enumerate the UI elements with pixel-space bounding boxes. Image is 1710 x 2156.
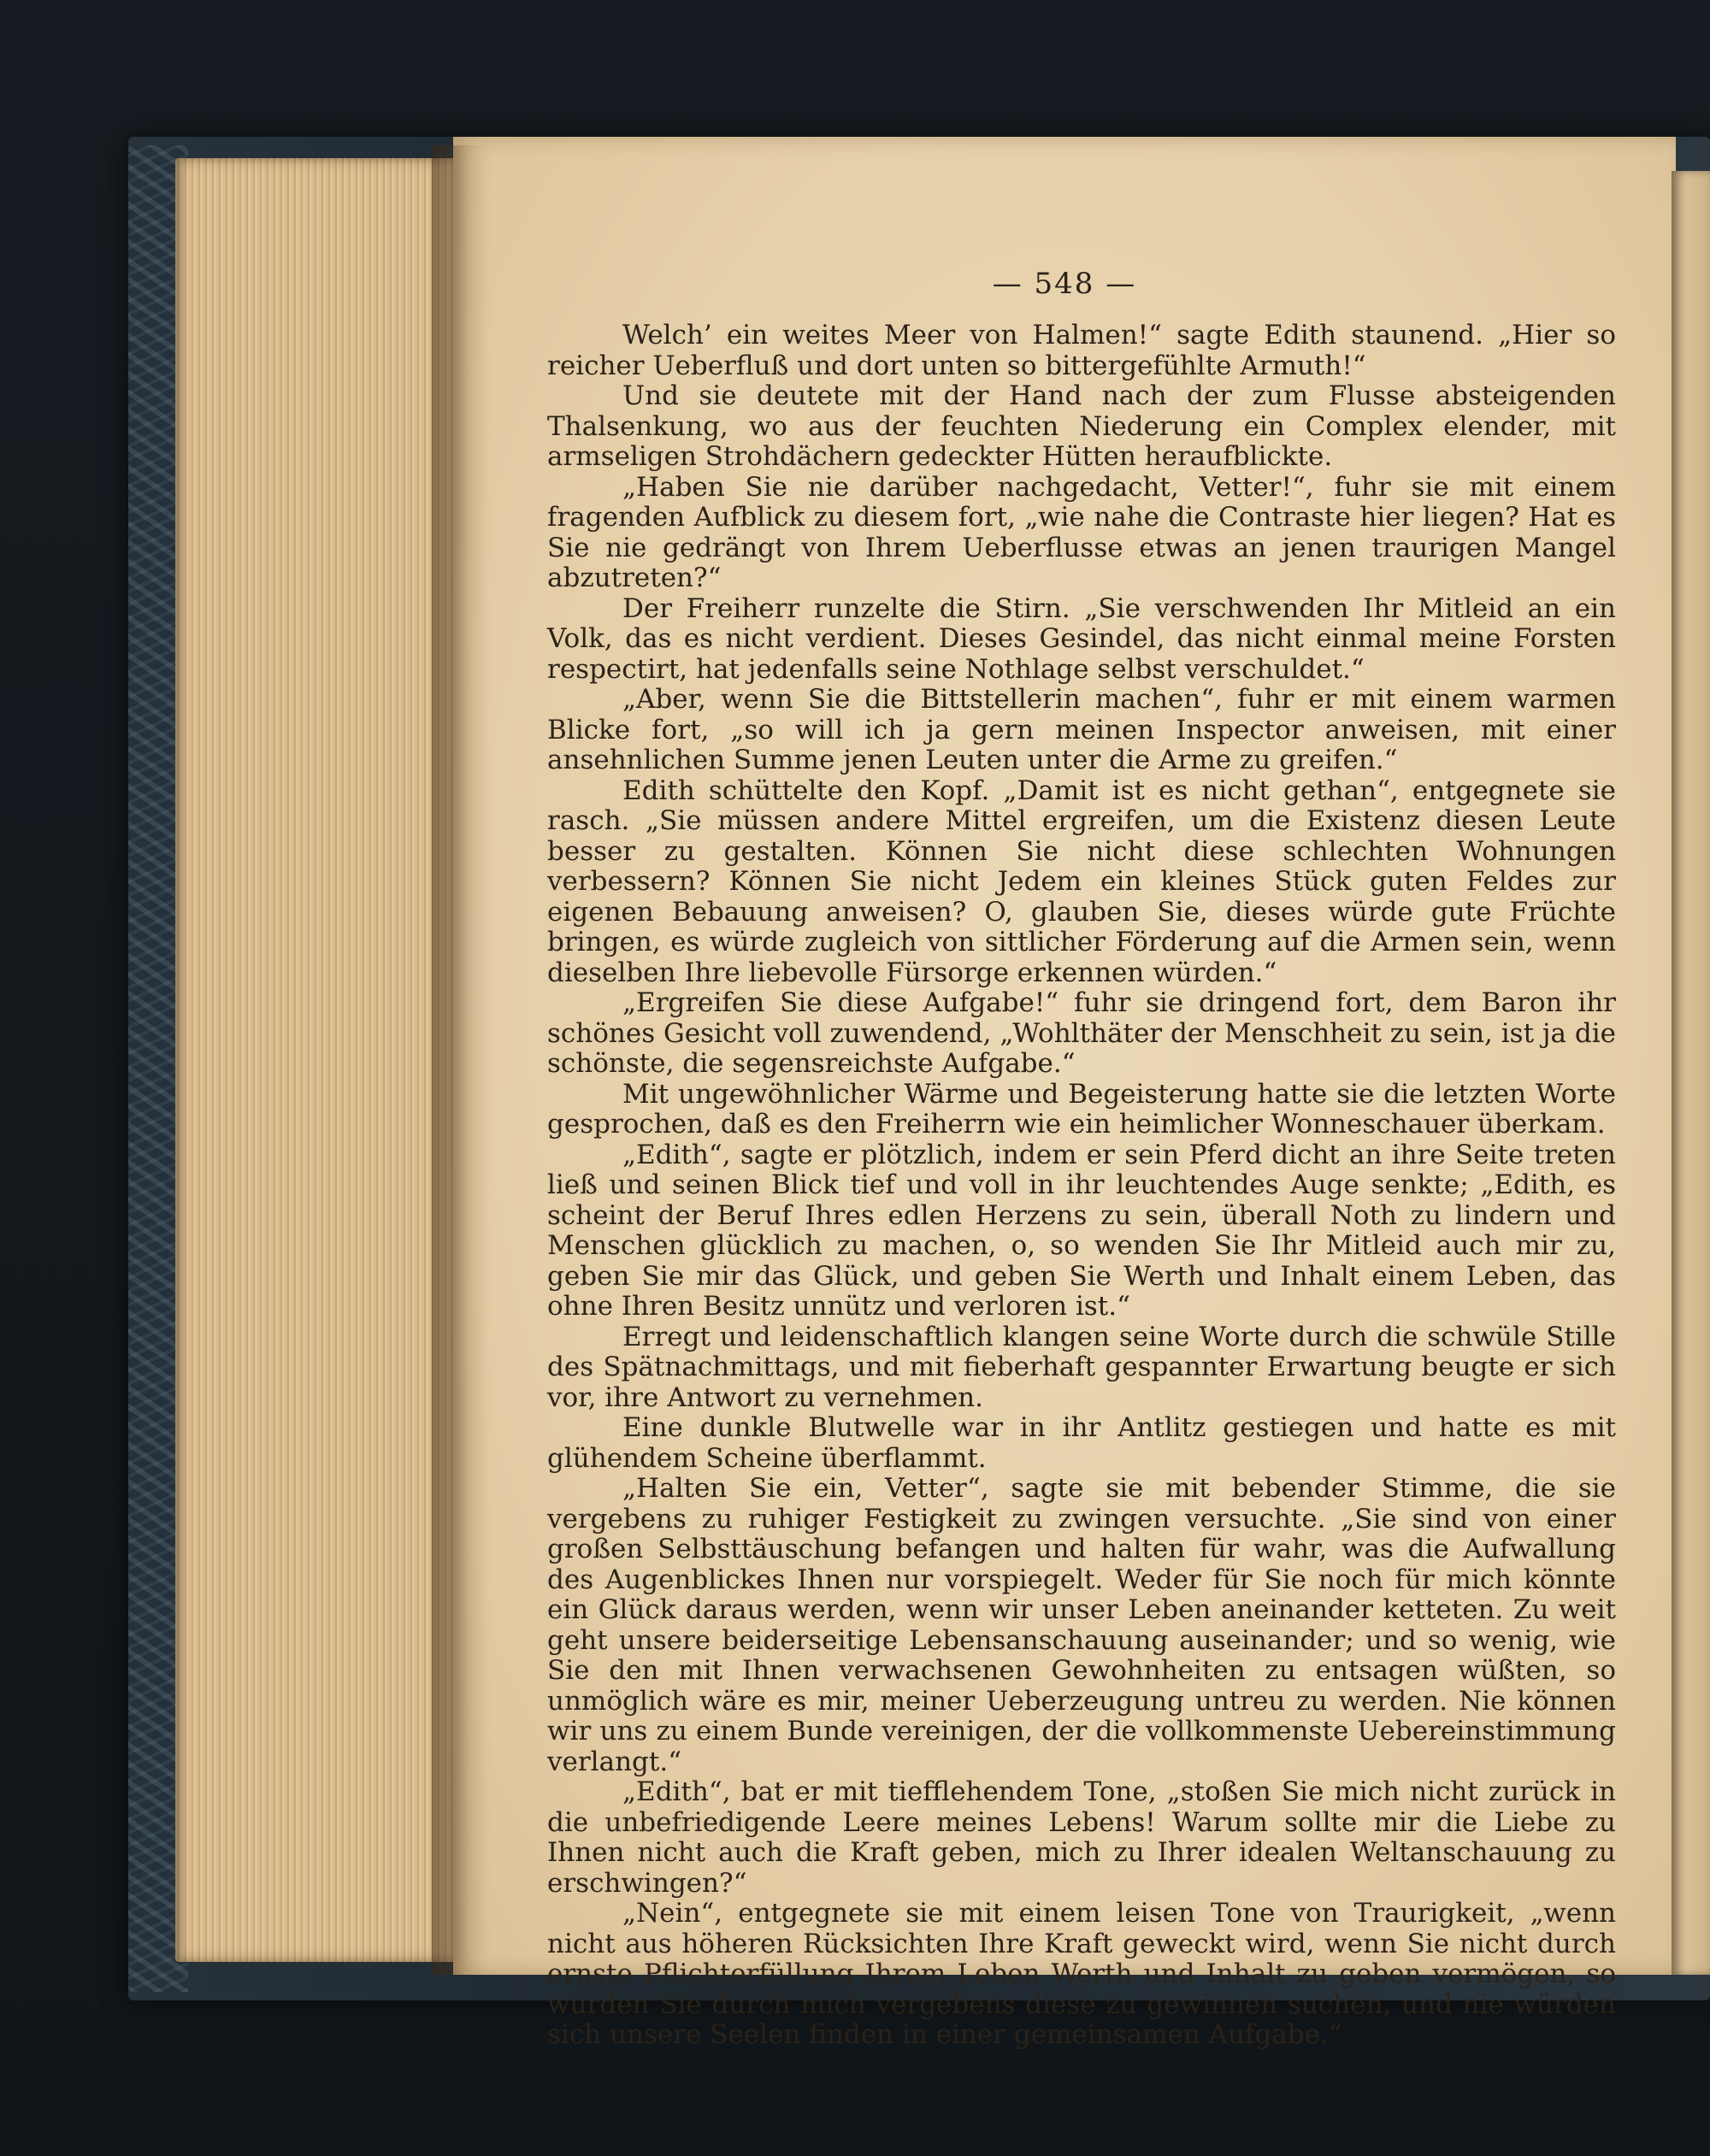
paragraph: „Nein“, entgegnete sie mit einem leisen Tone von Traurigkeit, „wenn nicht aus höheren Rücksichten Ihre Kraft geweckt wird, wenn Sie nicht durch ernste Pflichterfüllung Ihrem Leben Werth und Inhalt zu geben vermögen, so würden Sie durch mich vergebens diese zu gewinnen suchen, und nie würden sich unsere Seelen finden in einer gemeinsamen Aufgabe.“ (547, 1898, 1616, 2050)
paragraph: „Haben Sie nie darüber nachgedacht, Vetter!“, fuhr sie mit einem fragenden Aufblick zu diesem fort, „wie nahe die Contraste hier liegen? Hat es Sie nie gedrängt von Ihrem Ueberflusse etwas an jenen traurigen Mangel abzutreten?“ (547, 471, 1616, 593)
paragraph: „Edith“, bat er mit tiefflehendem Tone, „stoßen Sie mich nicht zurück in die unbefriedigende Leere meines Lebens! Warum sollte mir die Liebe zu Ihnen nicht auch die Kraft geben, mich zu Ihrer idealen Weltanschauung zu erschwingen?“ (547, 1776, 1616, 1899)
paragraph: Edith schüttelte den Kopf. „Damit ist es nicht gethan“, entgegnete sie rasch. „Sie müssen andere Mittel ergreifen, um die Existenz diesen Leute besser zu gestalten. Können Sie nicht diese schlechten Wohnungen verbessern? Können Sie nicht Jedem ein kleines Stück guten Feldes zur eigenen Bebauung anweisen? O, glauben Sie, dieses würde gute Früchte bringen, es würde zugleich von sittlicher Förderung auf die Armen sein, wenn dieselben Ihre liebevolle Fürsorge erkennen würden.“ (547, 775, 1616, 988)
paragraph: Mit ungewöhnlicher Wärme und Begeisterung hatte sie die letzten Worte gesprochen, daß es den Freiherrn wie ein heimlicher Wonneschauer überkam. (547, 1078, 1616, 1140)
body-text (547, 321, 1616, 2051)
paragraph: Der Freiherr runzelte die Stirn. „Sie verschwenden Ihr Mitleid an ein Volk, das es nicht verdient. Dieses Gesindel, das nicht einmal meine Forsten respectirt, hat jedenfalls seine Nothlage selbst verschuldet.“ (547, 592, 1616, 685)
paragraph: Und sie deutete mit der Hand nach der zum Flusse absteigenden Thalsenkung, wo aus der feuchten Niederung ein Complex elender, mit armseligen Strohdächern gedeckter Hütten heraufblickte. (547, 380, 1616, 472)
paragraph: „Ergreifen Sie diese Aufgabe!“ fuhr sie dringend fort, dem Baron ihr schönes Gesicht voll zuwendend, „Wohlthäter der Menschheit zu sein, ist ja die schönste, die segensreichste Aufgabe.“ (547, 987, 1616, 1079)
page-edges (175, 158, 457, 1962)
paragraph: Eine dunkle Blutwelle war in ihr Antlitz gestiegen und hatte es mit glühendem Scheine überflammt. (547, 1412, 1616, 1474)
gutter-shadow (432, 145, 492, 1975)
paragraph: „Edith“, sagte er plötzlich, indem er sein Pferd dicht an ihre Seite treten ließ und seinen Blick tief und voll in ihr leuchtendes Auge senkte; „Edith, es scheint der Beruf Ihres edlen Herzens zu sein, überall Noth zu lindern und Menschen glücklich zu machen, o, so wenden Sie Ihr Mitleid auch mir zu, geben Sie mir das Glück, und geben Sie Werth und Inhalt einem Leben, das ohne Ihren Besitz unnütz und verloren ist.“ (547, 1139, 1616, 1322)
paragraph: „Aber, wenn Sie die Bittstellerin machen“, fuhr er mit einem warmen Blicke fort, „so will ich ja gern meinen Inspector anweisen, mit einer ansehnlichen Summe jenen Leuten unter die Arme zu greifen.“ (547, 684, 1616, 775)
page-number: — 548 — (992, 267, 1137, 301)
paragraph: „Halten Sie ein, Vetter“, sagte sie mit bebender Stimme, die sie vergebens zu ruhiger Festigkeit zu zwingen versuchte. „Sie sind von einer großen Selbsttäuschung befangen und halten für wahr, was die Aufwallung des Augenblickes Ihnen nur vorspiegelt. Weder für Sie noch für mich könnte ein Glück daraus werden, wenn wir unser Leben aneinander ketteten. Zu weit geht unsere beiderseitige Lebensanschauung auseinander; und so wenig, wie Sie den mit Ihnen verwachsenen Gewohnheiten zu entsagen wüßten, so unmöglich wäre es mir, meiner Ueberzeugung untreu zu werden. Nie können wir uns zu einem Bunde vereinigen, der die vollkommenste Uebereinstimmung verlangt.“ (547, 1473, 1616, 1777)
paragraph: Erregt und leidenschaftlich klangen seine Worte durch die schwüle Stille des Spätnachmittags, und mit fieberhaft gespannter Erwartung beugte er sich vor, ihre Antwort zu vernehmen. (547, 1321, 1616, 1413)
paragraph: Welch’ ein weites Meer von Halmen!“ sagte Edith staunend. „Hier so reicher Ueberfluß und dort unten so bittergefühlte Armuth!“ (547, 320, 1616, 381)
facing-page-edge (1672, 171, 1710, 1975)
